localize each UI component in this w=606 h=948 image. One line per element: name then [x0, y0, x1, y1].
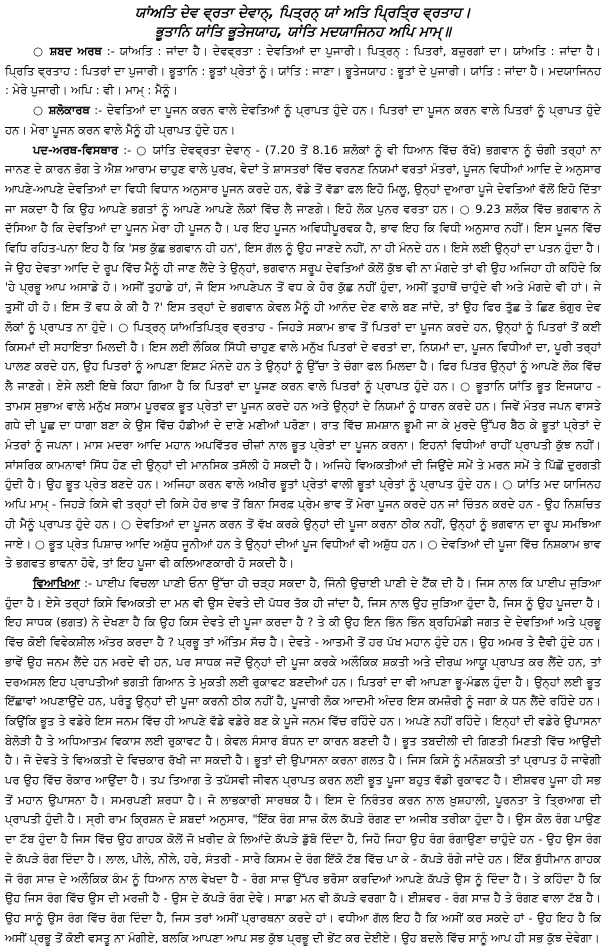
pad-arth-text: :- ○ ਯਾਂਤਿ ਦੇਵਵ੍ਰਤਾ ਦੇਵਾਨ੍ - (7.20 ਤੋਂ 8.16 ਸ਼ਲੋਕਾਂ ਨੂੰ ਵੀ ਧਿਆਨ ਵਿੱਚ ਰੱਖੋ) ਭਗਵਾਨ ਨੂੰ ਚੰਗੀ ਤਰ੍ਹਾਂ ਨਾ ਜਾਨਣ ਦੇ ਕਾਰਨ ਭੋਗ ਤੇ ਐਸ਼ ਆਰਾਮ ਚਾਹੁਣ ਵਾਲੇ ਪੁਰਖ, ਵੇਦਾਂ ਤੇ ਸ਼ਾਸਤਰਾਂ ਵਿੱਚ ਵਰਨਣ ਨਿਯਮਾਂ ਵਰਤਾਂ ਮੰਤਰਾਂ, ਪੂਜਨ ਵਿਧੀਆਂ ਆਦਿ ਦੇ ਅਨੁਸਾਰ ਆਪਣੇ-ਆਪਣੇ ਦੇਵਤਿਆਂ ਦਾ ਵਿਧੀ ਵਿਧਾਨ ਅਨੁਸਾਰ ਪੂਜਨ ਕਰਦੇ ਹਨ, ਵੱਡੇ ਤੋਂ ਵੱਡਾ ਫਲ ਇਹੋ ਮਿਲੂ, ਉਨ੍ਹਾਂ ਦੁਆਰਾ ਪੂਜੇ ਦੇਵਤਿਆਂ ਵੱਲੋਂ ਇਹੋ ਦਿੱਤਾ ਜਾ ਸਕਦਾ ਹੈ ਕਿ ਉਹ ਆਪਣੇ ਭਗਤਾਂ ਨੂੰ ਆਪਣੇ ਆਪਣੇ ਲੋਕਾਂ ਵਿੱਚ ਲੈ ਜਾਣਗੇ। ਇਹੋ ਲੋਕ ਪੁਨਰ ਵਰਤਾ ਹਨ। ○ 9.23 ਸ਼ਲੋਕ ਵਿੱਚ ਭਗਵਾਨ ਨੇ ਦੱਸਿਆ ਹੈ ਕਿ ਦੇਵਤਿਆਂ ਦਾ ਪੂਜਨ ਮੇਰਾ ਹੀ ਪੂਜਨ ਹੈ। ਪਰ ਇਹ ਪੂਜਨ ਅਵਿਧੀਪੂਰਵਕ ਹੈ, ਭਾਵ ਇਹ ਕਿ ਵਿਧੀ ਅਨੁਸਾਰ ਨਹੀਂ। ਇਸ ਪੂਜਨ ਵਿੱਚ ਵਿਧਿ ਰਹਿਤ-ਪਨਾ ਇਹ ਹੈ ਕਿ 'ਸਭ ਕੁੱਛ ਭਗਵਾਨ ਹੀ ਹਨ', ਇਸ ਗੱਲ ਨੂੰ ਉਹ ਜਾਣਦੇ ਨਹੀਂ, ਨਾ ਹੀ ਮੰਨਦੇ ਹਨ। ਇਸੇ ਲਈ ਉਨ੍ਹਾਂ ਦਾ ਪਤਨ ਹੁੰਦਾ ਹੈ। ਜੇ ਉਹ ਦੇਵਤਾ ਆਦਿ ਦੇ ਰੂਪ ਵਿੱਚ ਮੈਨੂੰ ਹੀ ਜਾਣ ਲੈਂਦੇ ਤੇ ਉਨ੍ਹਾਂ, ਭਗਵਾਨ ਸਰੂਪ ਦੇਵਤਿਆਂ ਕੋਲੋਂ ਕੁੱਝ ਵੀ ਨਾ ਮੰਗਦੇ ਤਾਂ ਵੀ ਉਹ ਅਜਿਹਾ ਹੀ ਕਹਿੰਦੇ ਕਿ 'ਹੇ ਪ੍ਰਭੂ ਆਪ ਅਸਾਡੇ ਹੋ। ਅਸੀਂ ਤੁਹਾਡੇ ਹਾਂ, ਜੋ ਇਸ ਆਪਣੇਪਨ ਤੋਂ ਵਧ ਕੇ ਹੋਰ ਕੁੱਛ ਨਹੀਂ ਹੁੰਦਾ, ਅਸੀਂ ਤੁਹਾਥੋਂ ਚਾਹੁੰਦੇ ਵੀ ਅਤੇ ਮੰਗਦੇ ਵੀ ਹਾਂ। ਜੇ ਤੁਸੀਂ ਹੀ ਹੋ। ਇਸ ਤੋਂ ਵਧ ਕੇ ਕੀ ਹੈ ?' ਇਸ ਤਰ੍ਹਾਂ ਦੇ ਭਗਵਾਨ ਕੇਵਲ ਮੈਨੂੰ ਹੀ ਆਨੰਦ ਦੇਣ ਵਾਲੇ ਬਣ ਜਾਂਦੇ, ਤਾਂ ਉਹ ਫਿਰ ਤੁੱਛ ਤੇ ਛਿਣ ਭੰਗੁਰ ਦੇਵ ਲੋਕਾਂ ਨੂੰ ਪ੍ਰਾਪਤ ਨਾ ਹੁੰਦੇ। ○ ਪਿਤ੍ਰਨ੍ ਯਾਂਅਤਿਪਿਤ੍ਰ ਵ੍ਰਤਾਹ - ਜਿਹੜੇ ਸਕਾਮ ਭਾਵ ਤੋਂ ਪਿਤਰਾਂ ਦਾ ਪੂਜਨ ਕਰਦੇ ਹਨ, ਉਨ੍ਹਾਂ ਨੂੰ ਪਿਤਰਾਂ ਤੋਂ ਕਈ ਕਿਸਮਾਂ ਦੀ ਸਹਾਇਤਾ ਮਿਲਦੀ ਹੈ। ਇਸ ਲਈ ਲੌਕਿਕ ਸਿੱਧੀ ਚਾਹੁਣ ਵਾਲੇ ਮਨੁੱਖ ਪਿਤਰਾਂ ਦੇ ਵਰਤਾਂ ਦਾ, ਨਿਯਮਾਂ ਦਾ, ਪੂਜਨ ਵਿਧੀਆਂ ਦਾ, ਪੂਰੀ ਤਰ੍ਹਾਂ ਪਾਲਣ ਕਰਦੇ ਹਨ, ਉਹ ਪਿਤਰਾਂ ਨੂੰ ਆਪਣਾ ਇਸ਼ਟ ਮੰਨਦੇ ਹਨ ਤੇ ਉਨ੍ਹਾਂ ਨੂੰ ਉੱਚਾ ਤੇ ਚੰਗਾ ਫਲ ਮਿਲਦਾ ਹੈ। ਫਿਰ ਪਿਤਰ ਉਨ੍ਹਾਂ ਨੂੰ ਆਪਣੇ ਲੋਕ ਵਿੱਚ ਲੈ ਜਾਣਗੇ। ਏਸੇ ਲਈ ਇਥੇ ਕਿਹਾ ਗਿਆ ਹੈ ਕਿ ਪਿਤਰਾਂ ਦਾ ਪੂਜਣ ਕਰਨ ਵਾਲੇ ਪਿਤਰਾਂ ਨੂੰ ਪ੍ਰਾਪਤ ਹੁੰਦੇ ਹਨ। ○ ਭੂਤਾਨਿ ਯਾਂਤਿ ਭੂਤ ਇਜਯਾਹ - ਤਾਮਸ ਸੁਭਾਅ ਵਾਲੇ ਮਨੁੱਖ ਸਕਾਮ ਪੂਰਵਕ ਭੂਤ ਪ੍ਰੇਤਾਂ ਦਾ ਪੂਜਨ ਕਰਦੇ ਹਨ ਅਤੇ ਉਨ੍ਹਾਂ ਦੇ ਨਿਯਮਾਂ ਨੂੰ ਧਾਰਨ ਕਰਦੇ ਹਨ। ਜਿਵੇਂ ਮੰਤਰ ਜਪਨ ਵਾਸਤੇ ਗਧੇ ਦੀ ਪੂਛ ਦਾ ਧਾਗਾ ਬਣਾ ਕੇ ਉਸ ਵਿੱਚ ਹੱਡੀਆਂ ਦੇ ਦਾਣੇ ਮਣੀਆਂ ਪਰੋਣਾ। ਰਾਤ ਵਿੱਚ ਸ਼ਮਸ਼ਾਨ ਭੂਮੀ ਜਾ ਕੇ ਮੁਰਦੇ ਉੱਪਰ ਬੈਠ ਕੇ ਭੂਤਾਂ ਪ੍ਰੇਤਾਂ ਦੇ ਮੰਤਰਾਂ ਨੂੰ ਜਪਨਾ। ਮਾਸ ਮਦਰਾ ਆਦਿ ਮਹਾਨ ਅਪਵਿੱਤਰ ਚੀਜ਼ਾਂ ਨਾਲ ਭੂਤ ਪ੍ਰੇਤਾਂ ਦਾ ਪੂਜਨ ਕਰਨਾ। ਇਹਨਾਂ ਵਿਧੀਆਂ ਰਾਹੀਂ ਪ੍ਰਾਪਤੀ ਕੁੱਝ ਨਹੀਂ। ਸਾਂਸਰਿਕ ਕਾਮਨਾਵਾਂ ਸਿੱਧ ਹੋਣ ਦੀ ਉਨ੍ਹਾਂ ਦੀ ਮਾਨਸਿਕ ਤਸੱਲੀ ਹੋ ਸਕਦੀ ਹੈ। ਅਜਿਹੇ ਵਿਅਕਤੀਆਂ ਦੀ ਜਿਉਂਦੇ ਸਮੇਂ ਤੇ ਮਰਨ ਸਮੇਂ ਤੇ ਪਿੱਛੋਂ ਦੁਰਗਤੀ ਹੁੰਦੀ ਹੈ। ਉਹ ਭੂਤ ਪ੍ਰੇਤ ਬਣਦੇ ਹਨ। ਅਜਿਹਾ ਕਰਨ ਵਾਲੇ ਅਖ਼ੀਰ ਭੂਤਾਂ ਪ੍ਰੇਤਾਂ ਵਾਲੀ ਭੂਤਾਂ ਪ੍ਰੇਤਾਂ ਨੂੰ ਪ੍ਰਾਪਤ ਹੁੰਦੇ ਹਨ। ○ ਯਾਂਤਿ ਮਦ ਯਾਜਿਨਹ ਅਪਿ ਮਾਮ੍ - ਜਿਹੜੇ ਕਿਸੇ ਵੀ ਤਰ੍ਹਾਂ ਦੀ ਕਿਸੇ ਹੋਰ ਭਾਵ ਤੋਂ ਬਿਨਾ ਸਿਰਫ਼ ਪ੍ਰੇਮ ਭਾਵ ਤੋਂ ਮੇਰਾ ਪੂਜਨ ਕਰਦੇ ਹਨ ਜਾਂ ਚਿੰਤਨ ਕਰਦੇ ਹਨ - ਉਹ ਨਿਸ਼ਚਿਤ ਹੀ ਮੈਨੂੰ ਪ੍ਰਾਪਤ ਹੁੰਦੇ ਹਨ। ○ ਦੇਵਤਿਆਂ ਦਾ ਪੂਜਨ ਕਰਨ ਤੋਂ ਵੱਖ ਕਰਕੇ ਉਨ੍ਹਾਂ ਦੀ ਪੂਜਾ ਕਰਨਾ ਠੀਕ ਨਹੀਂ, ਉਨ੍ਹਾਂ ਨੂੰ ਭਗਵਾਨ ਦਾ ਰੂਪ ਸਮਝਿਆ ਜਾਏ। ○ ਭੂਤ ਪ੍ਰੇਤ ਪਿਸ਼ਾਚ ਆਦਿ ਅਸ਼ੁੱਧ ਜੂਨੀਆਂ ਹਨ ਤੇ ਉਨ੍ਹਾਂ ਦੀਆਂ ਪੂਜ ਵਿਧੀਆਂ ਵੀ ਅਸ਼ੁੱਧ ਹਨ। ○ ਦੇਵਤਿਆਂ ਦੀ ਪੂਜਾ ਵਿੱਚ ਨਿਸ਼ਕਾਮ ਭਾਵ ਤੇ ਭਗਵਤ ਭਾਵਨਾ ਹੋਵੇ, ਤਾਂ ਇਹ ਪੂਜਾ ਵੀ ਕਲਿਆਣਕਾਰੀ ਹੋ ਸਕਦੀ ਹੈ। — [5, 142, 601, 571]
shlokarth-paragraph — [5, 101, 601, 140]
viakhia-heading: ਵਿਆਖਿਆ — [33, 575, 80, 590]
pad-arth-heading: ਪਦ-ਅਰਥ-ਵਿਸਥਾਰ — [33, 142, 119, 157]
viakhia-paragraph — [5, 574, 601, 948]
shlokarth-text: :- ਦੇਵਤਿਆਂ ਦਾ ਪੂਜਨ ਕਰਨ ਵਾਲੇ ਦੇਵਤਿਆਂ ਨੂੰ ਪ੍ਰਾਪਤ ਹੁੰਦੇ ਹਨ। ਪਿਤਰਾਂ ਦਾ ਪੂਜਨ ਕਰਨ ਵਾਲੇ ਪਿਤਰਾਂ ਨੂੰ ਪ੍ਰਾਪਤ ਹੁੰਦੇ ਹਨ। ਮੇਰਾ ਪੂਜਨ ਕਰਨ ਵਾਲੇ ਮੈਨੂੰ ਹੀ ਪ੍ਰਾਪਤ ਹੁੰਦੇ ਹਨ। — [5, 103, 602, 137]
shabad-arth-paragraph — [5, 42, 601, 101]
shabad-arth-heading: ○ ਸ਼ਬਦ ਅਰਥ — [33, 44, 102, 58]
viakhia-text: :- ਪਾਈਪ ਵਿਚਲਾ ਪਾਣੀ ਓਨਾ ਉੱਚਾ ਹੀ ਚੜ੍ਹ ਸਕਦਾ ਹੈ, ਜਿੰਨੀ ਉਚਾਈ ਪਾਣੀ ਦੇ ਟੈਂਕ ਦੀ ਹੈ। ਜਿਸ ਨਾਲ ਕਿ ਪਾਈਪ ਜੁੜਿਆ ਹੁੰਦਾ ਹੈ। ਏਸੇ ਤਰ੍ਹਾਂ ਕਿਸੇ ਵਿਅਕਤੀ ਦਾ ਮਨ ਵੀ ਉਸ ਦੇਵਤੇ ਦੀ ਪੱਧਰ ਤੱਕ ਹੀ ਜਾਂਦਾ ਹੈ, ਜਿਸ ਨਾਲ ਉਹ ਜੁੜਿਆ ਹੁੰਦਾ ਹੈ, ਜਿਸ ਨੂੰ ਉਹ ਪੂਜਦਾ ਹੈ। ਇਹ ਸਾਧਕ (ਭਗਤ) ਨੇ ਦੇਖਣਾ ਹੈ ਕਿ ਉਹ ਕਿਸ ਦੇਵਤੇ ਦੀ ਪੂਜਾ ਕਰਦਾ ਹੈ ? ਤੇ ਕੀ ਉਹ ਇਨ ਭਿੰਨ ਭਿੰਨ ਬ੍ਰਹਿਮੰਡੀ ਜਗਤ ਦੇ ਦੇਵਤਿਆਂ ਅਤੇ ਪ੍ਰਭੂ ਵਿੱਚ ਕੋਈ ਵਿਵੇਕਸ਼ੀਲ ਅੰਤਰ ਕਰਦਾ ਹੈ ? ਪ੍ਰਭੂ ਤਾਂ ਅੰਤਿਮ ਸੱਚ ਹੈ। ਦੇਵਤੇ - ਆਤਮੀ ਤੋਂ ਹਰ ਪੱਖ ਮਹਾਨ ਹੁੰਦੇ ਹਨ। ਉਹ ਅਮਰ ਤੇ ਦੈਵੀ ਹੁੰਦੇ ਹਨ। ਭਾਵੇਂ ਉਹ ਜਨਮ ਲੈਂਦੇ ਹਨ ਮਰਦੇ ਵੀ ਹਨ, ਪਰ ਸਾਧਕ ਜਦੋਂ ਉਨ੍ਹਾਂ ਦੀ ਪੂਜਾ ਕਰਕੇ ਅਲੌਕਿਕ ਸ਼ਕਤੀ ਅਤੇ ਦੀਰਘ ਆਯੂ ਪ੍ਰਾਪਤ ਕਰ ਲੈਂਦੇ ਹਨ, ਤਾਂ ਦਰਅਸਲ ਇਹ ਪ੍ਰਾਪਤੀਆਂ ਭਗਤੀ ਗਿਆਨ ਤੇ ਮੁਕਤੀ ਲਈ ਰੁਕਾਵਟ ਬਣਦੀਆਂ ਹਨ। ਪਿਤਰਾਂ ਦਾ ਵੀ ਆਪਣਾ ਭੂ-ਮੰਡਲ ਹੁੰਦਾ ਹੈ। ਉਨ੍ਹਾਂ ਲਈ ਭੂਤ ਇੱਛਾਵਾਂ ਅਪਣਾਉਂਦੇ ਹਨ, ਪਰੰਤੂ ਉਨ੍ਹਾਂ ਦੀ ਪੂਜਾ ਕਰਨੀ ਠੀਕ ਨਹੀਂ ਹੈ, ਪੂਜਾਰੀ ਲੋਕ ਆਦਮੀ ਅੰਦਰ ਇਸ ਕਮਜ਼ੋਰੀ ਨੂੰ ਜਗਾ ਕੇ ਧਨ ਲੈਂਦੇ ਰਹਿੰਦੇ ਹਨ। ਕਿਉਂਕਿ ਭੂਤ ਤੇ ਵਡੇਰੇ ਇਸ ਜਨਮ ਵਿੱਚ ਹੀ ਆਪਣੇ ਵੱਡੇ ਵਡੇਰੇ ਬਣ ਕੇ ਪੂਜੇ ਜਨਮ ਵਿੱਚ ਰਹਿੰਦੇ ਹਨ। ਅਪਣੇ ਨਹੀਂ ਰਹਿੰਦੇ। ਇਨ੍ਹਾਂ ਦੀ ਵਡੇਰੇ ਉਪਾਸਨਾ ਬੇਲੋੜੀ ਹੈ ਤੇ ਅਧਿਆਤਮ ਵਿਕਾਸ ਲਈ ਰੁਕਾਵਟ ਹੈ। ਕੇਵਲ ਸੰਸਾਰ ਬੰਧਨ ਦਾ ਕਾਰਨ ਬਣਦੀ ਹੈ। ਭੂਤ ਤਬਦੀਲੀ ਦੀ ਗਿਣਤੀ ਮਿਣਤੀ ਵਿੱਚ ਆਉਂਦੀ ਹੈ। ਜੋ ਦੇਵਤੇ ਤੇ ਵਿਅਕਤੀ ਦੇ ਵਿਚਕਾਰ ਰੱਖੀ ਜਾ ਸਕਦੀ ਹੈ। ਭੂਤਾਂ ਦੀ ਉਪਾਸਨਾ ਕਰਨਾ ਗਲਤ ਹੈ। ਜਿਸ ਕਿਸੇ ਨੂੰ ਮਨੋਸ਼ਕਤੀ ਤਾਂ ਪ੍ਰਾਪਤ ਹੋ ਜਾਵੇਗੀ ਪਰ ਉਹ ਵਿੱਚ ਰੋਕਾਰ ਆਉਂਦਾ ਹੈ। ਤਪ ਤਿਆਗ ਤੇ ਤਪੱਸਵੀ ਜੀਵਨ ਪ੍ਰਾਪਤ ਕਰਨ ਲਈ ਭੂਤ ਪੂਜਾ ਬਹੁਤ ਵੱਡੀ ਰੁਕਾਵਟ ਹੈ। ਈਸ਼ਵਰ ਪੂਜਾ ਹੀ ਸਭ ਤੋਂ ਮਹਾਨ ਉਪਾਸਨਾ ਹੈ। ਸਮਰਪਣੀ ਸ਼ਰਧਾ ਹੈ। ਜੋ ਲਾਭਕਾਰੀ ਸਾਰਥਕ ਹੈ। ਇਸ ਦੇ ਨਿਰੰਤਰ ਕਰਨ ਨਾਲ ਖ਼ੁਸ਼ਹਾਲੀ, ਪੂਰਨਤਾ ਤੇ ਤ੍ਰਿਆਗ ਦੀ ਪ੍ਰਾਪਤੀ ਹੁੰਦੀ ਹੈ। ਸ੍ਰੀ ਰਾਮ ਕ੍ਰਿਸ਼ਨ ਦੇ ਸ਼ਬਦਾਂ ਅਨੁਸਾਰ, "ਇੱਕ ਰੰਗ ਸਾਜ਼ ਕੋਲ ਕੱਪੜੇ ਰੰਗਣ ਦਾ ਅਜੀਬ ਤਰੀਕਾ ਹੁੰਦਾ ਹੈ। ਉਸ ਕੋਲ ਰੰਗ ਪਾਉਣ ਦਾ ਟੱਬ ਹੁੰਦਾ ਹੈ ਜਿਸ ਵਿੱਚ ਉਹ ਗਾਹਕ ਕੋਲੋਂ ਜੋ ਖ਼ਰੀਦ ਕੇ ਲਿਆਂਦੇ ਕੱਪੜੇ ਡੁੱਬੋ ਦਿੰਦਾ ਹੈ, ਜਿਹੋ ਜਿਹਾ ਉਹ ਰੰਗ ਰੰਗਾਉਣਾ ਚਾਹੁੰਦੇ ਹਨ - ਉਹ ਉਸ ਰੰਗ ਦੇ ਕੱਪੜੇ ਰੰਗ ਦਿੰਦਾ ਹੈ। ਲਾਲ, ਪੀਲੇ, ਨੀਲੇ, ਹਰੇ, ਸੰਤਰੀ - ਸਾਰੇ ਕਿਸਮ ਦੇ ਰੰਗ ਇੱਕੋ ਟੱਬ ਵਿੱਚ ਪਾ ਕੇ - ਕੱਪੜੇ ਰੰਗੇ ਜਾਂਦੇ ਹਨ। ਇੱਕ ਬੁੱਧੀਮਾਨ ਗਾਹਕ ਜੋ ਰੰਗ ਸਾਜ਼ ਦੇ ਅਲੌਕਿਕ ਕੰਮ ਨੂੰ ਧਿਆਨ ਨਾਲ ਵੇਖਦਾ ਹੈ - ਰੰਗ ਸਾਜ਼ ਉੱਪਰ ਭਰੋਸਾ ਕਰਦਿਆਂ ਆਪਣੇ ਕੱਪੜੇ ਉਸ ਨੂੰ ਦਿੰਦਾ ਹੈ। ਤੇ ਕਹਿੰਦਾ ਹੈ ਕਿ ਉਹ ਜਿਸ ਰੰਗ ਵਿੱਚ ਉਸ ਦੀ ਮਰਜ਼ੀ ਹੈ - ਉਸ ਦੇ ਕੱਪੜੇ ਰੰਗ ਦੇਵੇ। ਸਾਡਾ ਮਨ ਵੀ ਕੱਪੜੇ ਵਰਗਾ ਹੈ। ਈਸ਼ਵਰ - ਰੰਗ ਸਾਜ਼ ਹੈ ਤੇ ਰੰਗਣ ਵਾਲਾ ਟੱਬ ਹੈ। ਉਹ ਸਾਨੂੰ ਉਸ ਰੰਗ ਵਿੱਚ ਰੰਗ ਦਿੰਦਾ ਹੈ, ਜਿਸ ਤਰਾਂ ਅਸੀਂ ਪ੍ਰਾਰਥਨਾ ਕਰਦੇ ਹਾਂ। ਵਧੀਆ ਗੱਲ ਇਹ ਹੈ ਕਿ ਅਸੀਂ ਕਰ ਸਕਦੇ ਹਾਂ - ਉਹ ਇਹ ਹੈ ਕਿ ਅਸੀਂ ਪ੍ਰਭੂ ਤੋਂ ਕੋਈ ਵਸਤੂ ਨਾ ਮੰਗੀਏ, ਬਲਕਿ ਆਪਣਾ ਆਪ ਸਭ ਕੁੱਝ ਪ੍ਰਭੂ ਦੀ ਭੇਂਟ ਕਰ ਦੇਈਏ। ਉਹ ਬਦਲੇ ਵਿੱਚ ਸਾਨੂੰ ਆਪ ਹੀ ਸਭ ਕੁੱਝ ਦੇਵੇਗਾ। — [5, 575, 601, 945]
shlokarth-heading: ○ ਸ਼ਲੋਕਾਰਥ — [33, 103, 90, 118]
shabad-arth-text: :- ਯਾਂਅਤਿ : ਜਾਂਦਾ ਹੈ। ਦੇਵਵ੍ਰਤਾ : ਦੇਵਤਿਆਂ ਦਾ ਪੁਜਾਰੀ। ਪਿਤ੍ਰਨ੍ : ਪਿਤਰਾਂ, ਬਜ਼ੁਰਗਾਂ ਦਾ। ਯਾਂਅਤਿ : ਜਾਂਦਾ ਹੈ। ਪ੍ਰਿਤਿ ਵ੍ਰਤਾਹ : ਪਿਤਰਾਂ ਦਾ ਪੁਜਾਰੀ। ਭੂਤਾਨਿ : ਭੂਤਾਂ ਪ੍ਰੇਤਾਂ ਨੂੰ। ਯਾਂਤਿ : ਜਾਣਾ। ਭੂਤੇਜਯਾਹ : ਭੂਤਾਂ ਦੇ ਪੁਜਾਰੀ। ਯਾਂਤਿ : ਜਾਂਦਾ ਹੈ। ਮਦਯਾਜਿਨਹ : ਮੇਰੇ ਪੁਜਾਰੀ। ਅਪਿ : ਵੀ। ਮਾਮ੍ : ਮੈਨੂੰ। — [5, 44, 602, 98]
verse-line-1: ਯਾਂਅਤਿ ਦੇਵ ਵ੍ਰਤਾ ਦੇਵਾਨ੍, ਪਿਤ੍ਰਨ੍ ਯਾਂ ਅਤਿ ਪ੍ਰਿਤ੍ਰਿ ਵ੍ਰਤਾਹ। — [135, 5, 471, 21]
pad-arth-paragraph — [5, 141, 601, 574]
verse-line-2: ਭੂਤਾਨਿ ਯਾਂਤਿ ਭੂਤੇਜਯਾਹ, ਯਾਂਤਿ ਮਦਯਾਜਿਨਹ ਅਪਿ ਮਾਮ੍॥ — [155, 24, 451, 40]
